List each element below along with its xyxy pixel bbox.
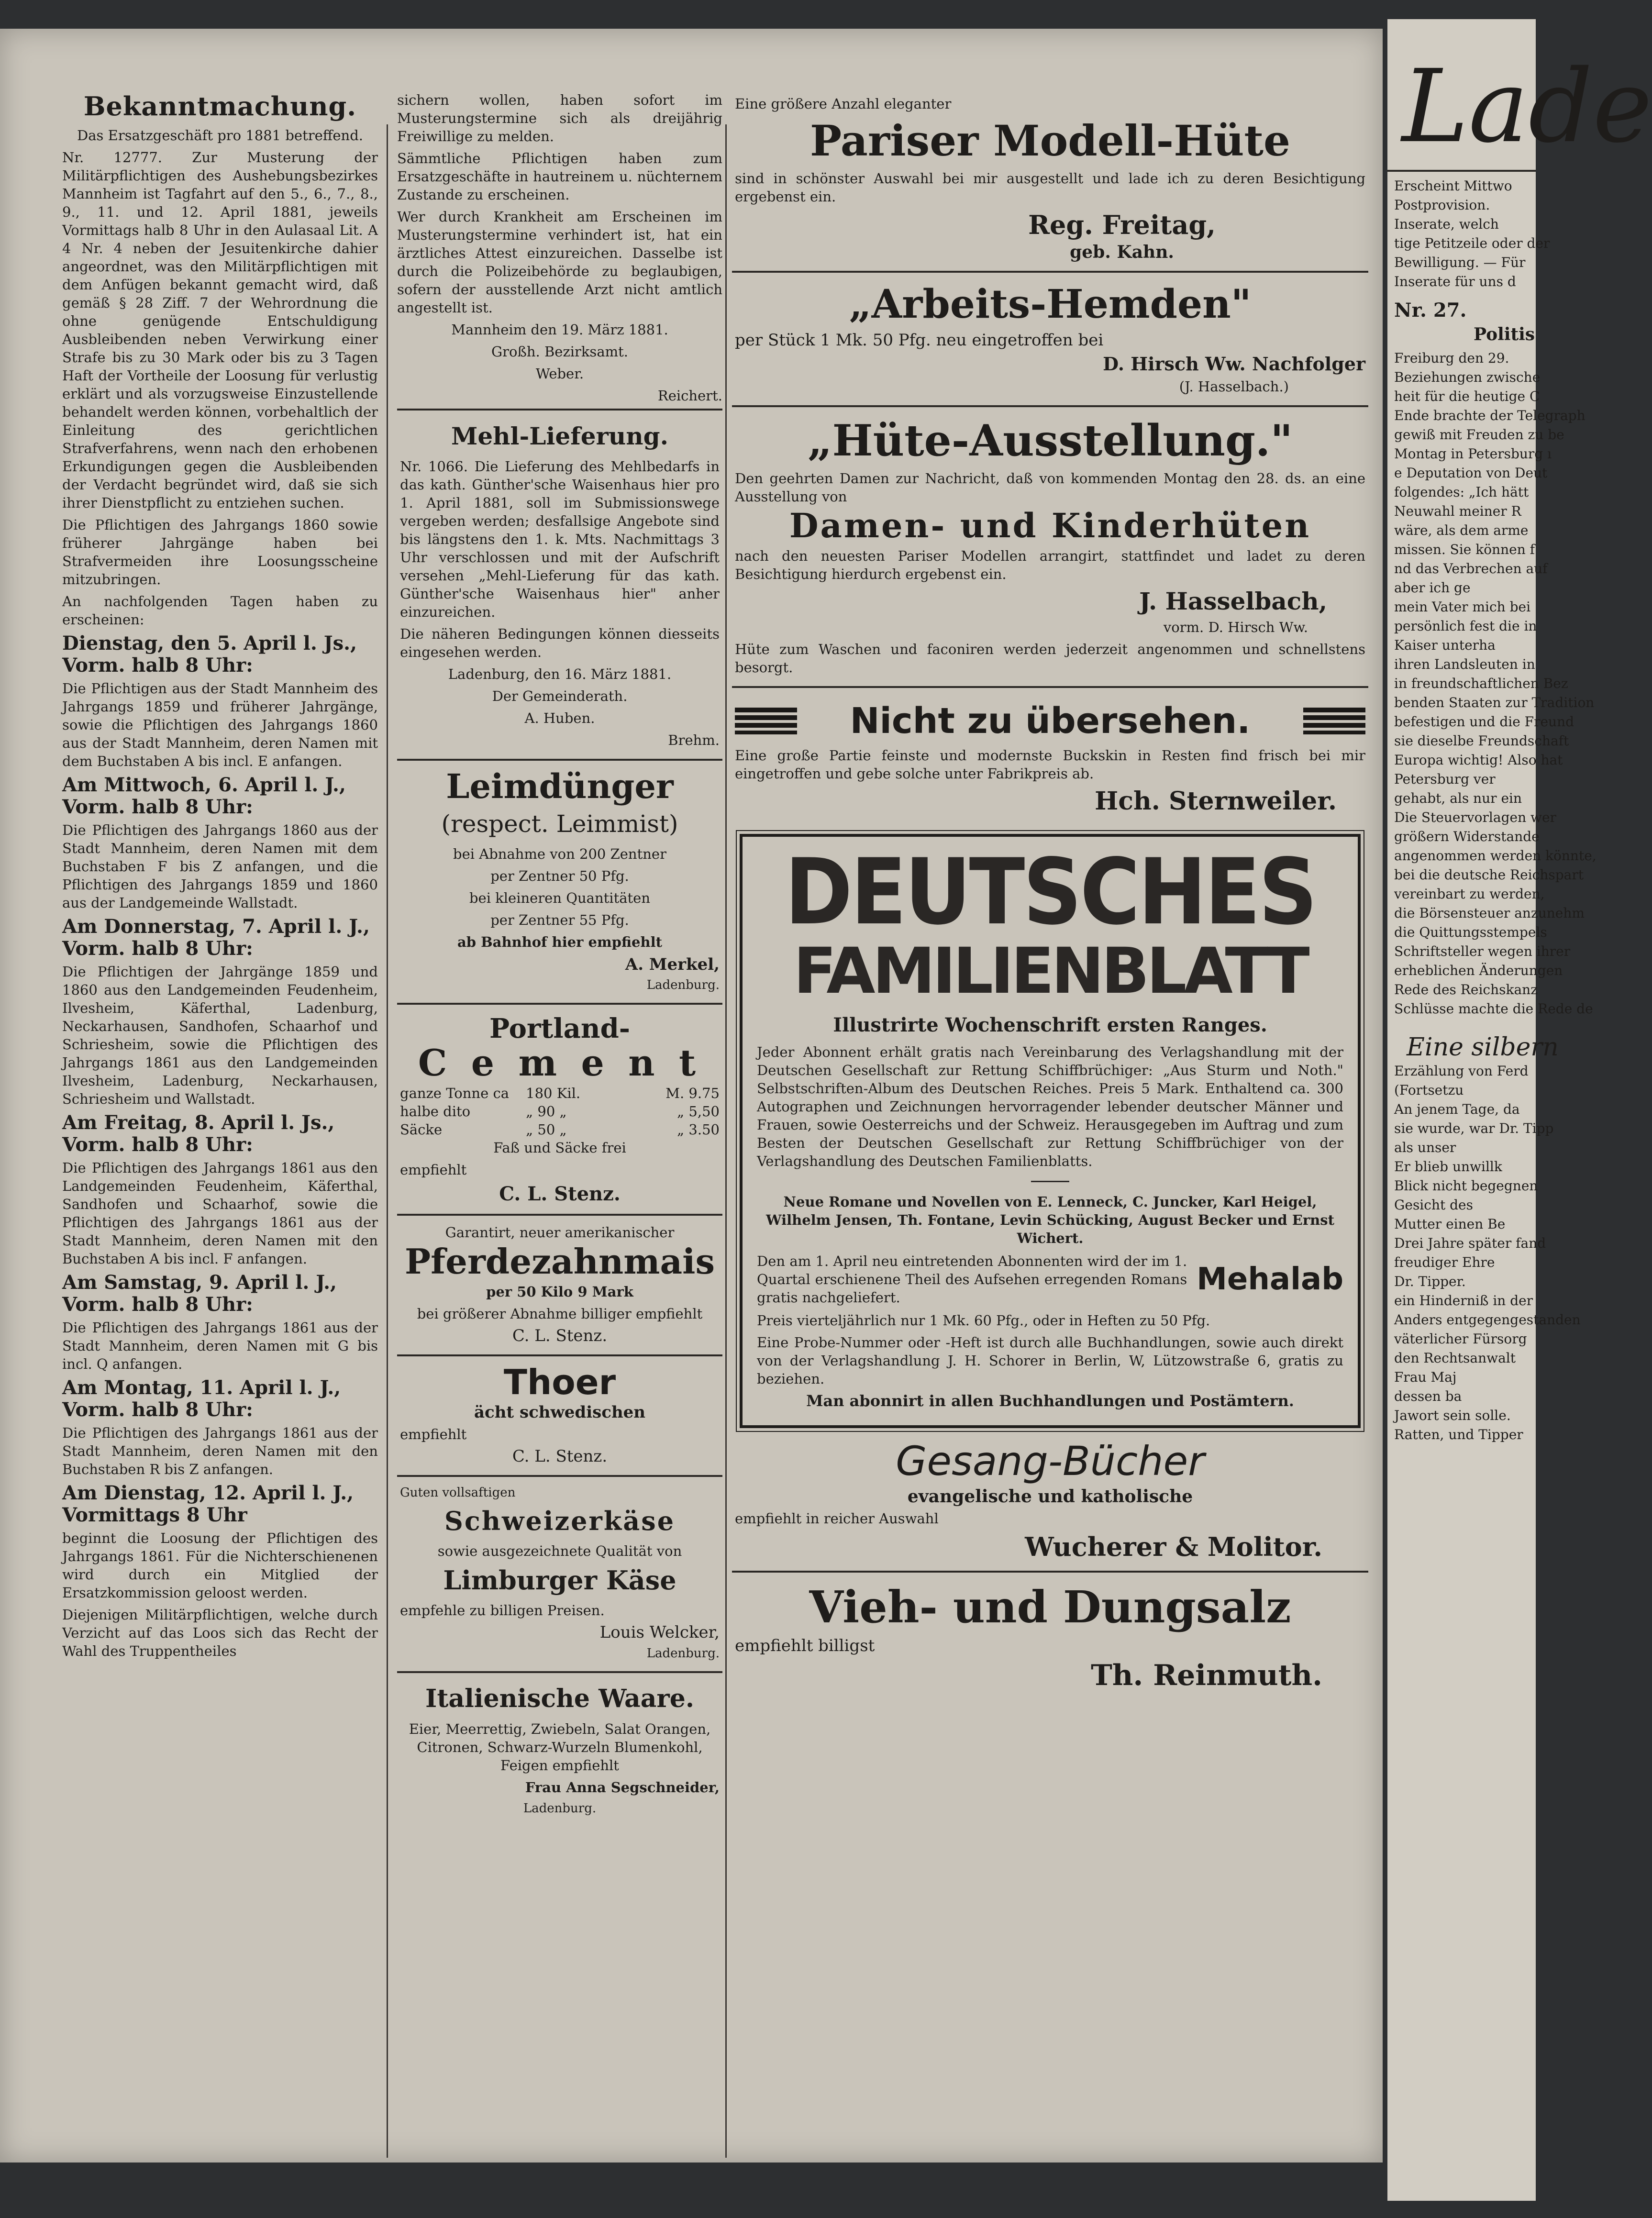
ad-line: bei größerer Abnahme billiger empfiehlt xyxy=(417,1306,703,1322)
ad-text: Hüte zum Waschen und faconiren werden jederzeit angenommen und schnellstens besorgt. xyxy=(735,641,1365,676)
ad-title: Pariser Modell-Hüte xyxy=(810,116,1290,166)
ad-line: ächt schwedischen xyxy=(474,1403,646,1422)
next-page-line: die Börsensteuer anzunehm xyxy=(1394,905,1585,921)
next-page-line: ihren Landsleuten in xyxy=(1394,656,1535,672)
ad-title: C e m e n t xyxy=(418,1042,702,1084)
schedule-day-text: Die Pflichtigen des Jahrgangs 1861 aus den Landgemeinden Feudenheim, Käferthal, Sandhofen und Schaarhof, sowie die Pflichtigen des Jahrgangs 1861 aus der Stadt Mannheim, deren Namen mit den Buchstaben A bis incl. F anfangen. xyxy=(62,1160,378,1267)
ad-line: Eine größere Anzahl eleganter xyxy=(735,96,952,112)
ad-line: Guten vollsaftigen xyxy=(400,1486,516,1500)
schedule-day-text: Die Pflichtigen der Jahrgänge 1859 und 1860 aus den Landgemeinden Feudenheim, Ilvesheim, Käferthal, Ladenburg, Neckarhausen, Sandhofen, Schaarhof und Schriesheim, sowie die Pflichtigen des Jahrgangs 1861 aus den Landgemeinden Ilvesheim, Ladenburg, Neckarhausen, Schriesheim und Wallstadt. xyxy=(62,964,378,1107)
next-page-line: Eine silbern xyxy=(1407,1033,1559,1062)
ad-pferdezahnmais xyxy=(397,1214,722,1354)
ad-text: Den geehrten Damen zur Nachricht, daß von kommenden Montag den 28. ds. an eine Ausstellung von xyxy=(735,470,1365,505)
price-cell: „ 5,50 xyxy=(677,1103,720,1120)
price-cell: halbe dito xyxy=(400,1103,471,1120)
ad-portland-cement xyxy=(397,1003,722,1214)
newspaper-page xyxy=(0,29,1383,2163)
ad-signature: A. Merkel, xyxy=(625,955,720,974)
ad-leimduenger xyxy=(397,759,722,1003)
next-page-line: folgendes: „Ich hätt xyxy=(1394,484,1529,500)
notice-paragraph: Die Pflichtigen des Jahrgangs 1860 sowie früherer Jahrgänge haben bei Strafvermeiden ihre Loosungsscheine mitzubringen. xyxy=(62,517,378,588)
ad-text: nach den neuesten Pariser Modellen arrangirt, stattfindet und ladet zu deren Besichtigung hierdurch ergebenst ein. xyxy=(735,548,1365,582)
notice-office: Großh. Bezirksamt. xyxy=(491,344,628,360)
next-page-line: größern Widerstande xyxy=(1394,829,1540,844)
ad-mehl-lieferung xyxy=(397,409,722,759)
ad-line: per 50 Kilo 9 Mark xyxy=(486,1284,633,1300)
ad-signature: Th. Reinmuth. xyxy=(1091,1659,1322,1692)
familienblatt-title-line2: FAMILIENBLATT xyxy=(793,934,1307,1008)
next-page-line: Ratten, und Tipper xyxy=(1394,1427,1523,1442)
familienblatt-text: Man abonnirt in allen Buchhandlungen und Postämtern. xyxy=(806,1392,1294,1410)
next-page-line: Anders entgegengestanden xyxy=(1394,1312,1581,1328)
next-page-line: Jawort sein solle. xyxy=(1394,1408,1511,1423)
ad-signature: Louis Welcker, xyxy=(599,1623,720,1642)
notice-date: Mannheim den 19. März 1881. xyxy=(451,322,668,338)
ad-title: „Hüte-Ausstellung." xyxy=(807,415,1293,466)
next-page-line: An jenem Tage, da xyxy=(1394,1101,1520,1117)
familienblatt-text: Neue Romane und Novellen von E. Lenneck, C. Juncker, Karl Heigel, Wilhelm Jensen, Th. Fontane, Levin Schücking, August Becker und Ernst Wichert. xyxy=(766,1194,1334,1246)
next-page-line: freudiger Ehre xyxy=(1394,1254,1495,1270)
ad-place: Ladenburg. xyxy=(646,978,720,992)
ad-title: Leimdünger xyxy=(446,766,674,806)
schedule-day-heading: Am Donnerstag, 7. April l. J., Vorm. halb 8 Uhr: xyxy=(62,915,370,960)
next-page-line: Europa wichtig! Also hat xyxy=(1394,752,1563,768)
ad-signature: C. L. Stenz. xyxy=(512,1326,608,1345)
next-page-line: benden Staaten zur Tradition xyxy=(1394,695,1595,710)
next-page-line: mein Vater mich bei xyxy=(1394,599,1531,615)
next-page-line: heit für die heutige C xyxy=(1394,388,1540,404)
notice-clerk: Reichert. xyxy=(657,388,722,404)
next-page-line: Politis xyxy=(1474,324,1535,344)
next-page-line: sie dieselbe Freundschaft xyxy=(1394,733,1569,749)
column-ads-right xyxy=(732,91,1368,1701)
next-page-line: gewiß mit Freuden zu be xyxy=(1394,427,1564,443)
next-page-line: die Quittungsstempels xyxy=(1394,924,1547,940)
next-page-line: in freundschaftlichen Bez xyxy=(1394,676,1568,691)
next-page-line: Erzählung von Ferd xyxy=(1394,1063,1529,1079)
next-page-line: Montag in Petersburg ı xyxy=(1394,446,1552,462)
ad-italienische-waare xyxy=(397,1671,722,1826)
ad-signature: A. Huben. xyxy=(524,710,595,726)
familienblatt-title-line1: DEUTSCHES xyxy=(785,839,1316,945)
schedule-day-heading: Am Samstag, 9. April l. J., Vorm. halb 8 Uhr: xyxy=(62,1271,337,1316)
ad-title: Mehl-Lieferung. xyxy=(451,422,668,450)
ad-text: per Stück 1 Mk. 50 Pfg. neu eingetroffen bei xyxy=(735,331,1104,350)
next-page-line: dessen ba xyxy=(1394,1388,1462,1404)
schedule-day-heading: Am Dienstag, 12. April l. J., Vormittags 8 Uhr xyxy=(62,1482,354,1526)
ad-line: empfiehlt xyxy=(400,1426,467,1442)
next-page-line: Inserate für uns d xyxy=(1394,274,1516,289)
ad-title: Schweizerkäse xyxy=(444,1506,676,1536)
familienblatt-text: Den am 1. April neu eintretenden Abonnenten wird der im 1. Quartal erschienene Theil des Aufsehen erregenden Romans gratis nachgeliefert. xyxy=(757,1253,1187,1306)
next-page-line: Schriftsteller wegen ihrer xyxy=(1394,943,1571,959)
next-page-line: Neuwahl meiner R xyxy=(1394,503,1521,519)
ad-title: Nicht zu übersehen. xyxy=(850,700,1251,742)
ad-signature: geb. Kahn. xyxy=(1070,242,1174,262)
notice-paragraph: Diejenigen Militärpflichtigen, welche durch Verzicht auf das Loos sich das Recht der Wahl des Truppentheiles xyxy=(62,1607,378,1659)
masthead-title: Lade xyxy=(1402,48,1652,165)
price-table xyxy=(400,1084,720,1139)
ad-subtitle: (respect. Leimmist) xyxy=(441,810,678,838)
next-page-line: Dr. Tipper. xyxy=(1394,1274,1466,1289)
schedule-day-text: Die Pflichtigen des Jahrgangs 1860 aus der Stadt Mannheim, deren Namen mit dem Buchstaben F bis Z anfangen, und die Pflichtigen des Jahrgangs 1859 und 1860 aus der Landgemeinde Wallstadt. xyxy=(62,822,378,911)
next-page-line: Bewilligung. — Für xyxy=(1394,255,1526,270)
ad-arbeits-hemden xyxy=(732,271,1368,405)
next-page-text xyxy=(1387,177,1597,1444)
ad-line: empfiehlt billigst xyxy=(735,1636,875,1655)
familienblatt-text: Eine Probe-Nummer oder -Heft ist durch alle Buchhandlungen, sowie auch direkt von der Verlagshandlung J. H. Schorer in Berlin, W, Lützowstraße 6, gratis zu beziehen. xyxy=(757,1334,1343,1387)
ad-signature: Brehm. xyxy=(668,732,720,748)
next-page-line: erheblichen Änderungen xyxy=(1394,963,1563,978)
price-cell: M. 9.75 xyxy=(665,1085,720,1101)
ad-line: empfiehlt in reicher Auswahl xyxy=(735,1510,939,1527)
notice-continuation: Wer durch Krankheit am Erscheinen im Musterungstermine verhindert ist, hat ein ärztliches Attest einzureichen. Dasselbe ist durch die Polizeibehörde zu beglaubigen, sofern der ausstellende Arzt nicht amtlich angestellt ist. xyxy=(397,209,722,316)
next-page-line: befestigen und die Freund xyxy=(1394,714,1574,730)
ad-date: Ladenburg, den 16. März 1881. xyxy=(448,666,672,682)
notice-continuation: Sämmtliche Pflichtigen haben zum Ersatzgeschäfte in hautreinem u. nüchternem Zustande zu erscheinen. xyxy=(397,150,722,203)
next-page-line: den Rechtsanwalt xyxy=(1394,1350,1516,1366)
next-page-line: Frau Maj xyxy=(1394,1369,1457,1385)
next-page-line: persönlich fest die in xyxy=(1394,618,1537,634)
next-page-line: Nr. 27. xyxy=(1394,299,1467,322)
notice-paragraph: Nr. 12777. Zur Musterung der Militärpflichtigen des Aushebungsbezirkes Mannheim ist Tagfahrt auf den 5., 6., 7., 8., 9., 11. und 12. April 1881, jeweils Vormittags halb 8 Uhr in den Aulasaal Lit. A 4 Nr. 4 neben der Jesuitenkirche dahier angeordnet, was den Militärpflichtigen mit dem Anfügen bekannt gemacht wird, daß gemäß § 28 Ziff. 7 der Wehrordnung die ohne genügende Entschuldigung Ausbleibenden neben Verwirkung einer Strafe bis zu 30 Mark oder bis zu 3 Tagen Haft der Vortheile der Loosung für verlustig erklärt und als vorzugsweise Einzustellende behandelt werden können, vorbehaltlich der Einleitung des gerichtlichen Strafverfahrens, wenn nach den erhobenen Erkundigungen gegen die Ausbleibenden der Verdacht begründet wird, daß sie sich ihrer Dienstpflicht zu entziehen suchen. xyxy=(62,149,378,511)
notice-paragraph: An nachfolgenden Tagen haben zu erscheinen: xyxy=(62,593,378,628)
next-page-line: bei die deutsche Reichspart xyxy=(1394,867,1584,883)
notice-continuation: sichern wollen, haben sofort im Musterungstermine sich als dreijährig Freiwillige zu melden. xyxy=(397,92,722,144)
schedule-day-heading: Am Freitag, 8. April l. Js., Vorm. halb 8 Uhr: xyxy=(62,1111,335,1156)
next-page-line: Kaiser unterha xyxy=(1394,637,1496,653)
ad-title: Italienische Waare. xyxy=(425,1684,694,1713)
ad-title: Gesang-Bücher xyxy=(896,1438,1205,1485)
ad-line: sowie ausgezeichnete Qualität von xyxy=(437,1543,682,1559)
ad-line: Faß und Säcke frei xyxy=(493,1140,626,1156)
ad-line: evangelische und katholische xyxy=(907,1486,1193,1507)
ad-deutsches-familienblatt xyxy=(740,834,1361,1428)
divider xyxy=(1031,1181,1069,1182)
notice-title: Bekanntmachung. xyxy=(83,91,357,122)
schedule-day-heading: Dienstag, den 5. April l. Js., Vorm. halb 8 Uhr: xyxy=(62,632,357,676)
ad-huete-ausstellung xyxy=(732,405,1368,686)
ad-signature: vorm. D. Hirsch Ww. xyxy=(1163,619,1308,635)
next-page-line: Rede des Reichskanz xyxy=(1394,982,1538,998)
price-cell: 180 Kil. xyxy=(526,1085,581,1101)
next-page-line: Postprovision. xyxy=(1394,197,1490,213)
next-page-line: Drei Jahre später fand xyxy=(1394,1235,1546,1251)
nz-header xyxy=(735,700,1365,742)
next-page-line: missen. Sie können f xyxy=(1394,542,1535,557)
next-page-line: nd das Verbrechen auf xyxy=(1394,561,1548,577)
ad-signature: D. Hirsch Ww. Nachfolger xyxy=(1103,353,1365,375)
next-page-line: als unser xyxy=(1394,1140,1456,1155)
ad-line: empfehle zu billigen Preisen. xyxy=(400,1602,605,1619)
price-cell: ganze Tonne ca xyxy=(400,1085,510,1101)
price-cell: „ 3.50 xyxy=(677,1121,720,1138)
next-page-line: gehabt, als nur ein xyxy=(1394,790,1522,806)
schedule-day-heading: Am Montag, 11. April l. J., Vorm. halb 8 Uhr: xyxy=(62,1376,341,1421)
next-page-line: Mutter einen Be xyxy=(1394,1216,1506,1232)
next-page-line: Er blieb unwillk xyxy=(1394,1159,1502,1175)
column-notice xyxy=(62,91,378,1664)
schedule-day-text: beginnt die Loosung der Pflichtigen des Jahrgangs 1861. Für die Nichterschienenen wird durch ein Mitglied der Ersatzkommission geloost werden. xyxy=(62,1530,378,1601)
familienblatt-subtitle: Illustrirte Wochenschrift ersten Ranges. xyxy=(833,1014,1267,1036)
ad-title: Pferdezahnmais xyxy=(405,1241,715,1282)
ad-text: Die näheren Bedingungen können diesseits eingesehen werden. xyxy=(400,626,720,660)
ad-place: Ladenburg. xyxy=(523,1801,597,1816)
ad-title: Limburger Käse xyxy=(443,1565,676,1596)
schedule-day-heading: Am Mittwoch, 6. April l. J., Vorm. halb 8 Uhr: xyxy=(62,774,346,818)
ad-text: sind in schönster Auswahl bei mir ausgestellt und lade ich zu deren Besichtigung ergebenst ein. xyxy=(735,170,1365,205)
next-page-line: Inserate, welch xyxy=(1394,216,1499,232)
next-page-line: Petersburg ver xyxy=(1394,771,1496,787)
familienblatt-text: Jeder Abonnent erhält gratis nach Vereinbarung des Verlagshandlung mit der Deutschen Gesellschaft zur Rettung Schiffbrüchiger: „Aus Sturm und Noth." Selbstschriften-Album des Deutschen Reiches. Preis 5 Mark. Enthaltend ca. 300 Autographen und Zeichnungen hervorragender lebender deutscher Männer und Frauen, sowie Oesterreichs und der Schweiz. Herausgegeben im Auftrag und zum Besten der Deutschen Gesellschaft zur Rettung Schiffbrüchiger von der Verlagshandlung des Deutschen Familienblatts. xyxy=(757,1044,1343,1169)
next-page-line: Freiburg den 29. xyxy=(1394,350,1509,366)
price-cell: Säcke xyxy=(400,1121,443,1138)
next-page-line: väterlicher Fürsorg xyxy=(1394,1331,1527,1347)
next-page-line: tige Petitzeile oder der xyxy=(1394,235,1550,251)
ad-text: Eier, Meerrettig, Zwiebeln, Salat Orangen, Citronen, Schwarz-Wurzeln Blumenkohl, Feigen empfiehlt xyxy=(409,1721,711,1774)
notice-official: Weber. xyxy=(535,366,584,382)
next-page-line: aber ich ge xyxy=(1394,580,1471,596)
next-page-line: Die Steuervorlagen wer xyxy=(1394,810,1556,825)
ad-line: bei Abnahme von 200 Zentner xyxy=(453,846,666,862)
ad-text: Nr. 1066. Die Lieferung des Mehlbedarfs in das kath. Günther'sche Waisenhaus hier pro 1. April 1881, soll im Submissionswege vergeben werden; desfallsige Angebote sind bis längstens den 1. k. Mts. Nachmittags 3 Uhr verschlossen und mit der Aufschrift versehen „Mehl-Lieferung für das kath. Günther'sche Waisenhaus hier" anher einzureichen. xyxy=(400,458,720,620)
ad-signature: C. L. Stenz. xyxy=(499,1183,621,1205)
ad-line: per Zentner 50 Pfg. xyxy=(490,868,629,884)
ad-council: Der Gemeinderath. xyxy=(492,688,628,704)
next-page-line: Blick nicht begegnen xyxy=(1394,1178,1538,1194)
next-page-line: e Deputation von Deut xyxy=(1394,465,1548,481)
column-divider xyxy=(387,124,388,2158)
ad-signature: J. Hasselbach, xyxy=(1139,587,1327,615)
ad-nicht-zu-uebersehen xyxy=(732,686,1368,824)
next-page-line: Erscheint Mittwo xyxy=(1394,178,1512,194)
ad-signature: Frau Anna Segschneider, xyxy=(525,1779,720,1796)
ad-place: Ladenburg. xyxy=(646,1646,720,1661)
ad-line: per Zentner 55 Pfg. xyxy=(490,912,629,928)
decorative-bars-icon xyxy=(1303,708,1365,734)
next-page-line: vereinbart zu werden, xyxy=(1394,886,1545,902)
column-ads-left xyxy=(397,91,722,1826)
familienblatt-text: Preis vierteljährlich nur 1 Mk. 60 Pfg., oder in Heften zu 50 Pfg. xyxy=(757,1312,1210,1329)
mehalab-title: Mehalab xyxy=(1197,1262,1343,1297)
divider xyxy=(1387,170,1536,172)
next-page-line: Beziehungen zwische xyxy=(1394,369,1541,385)
next-page-edge xyxy=(1387,19,1652,2201)
notice-subtitle: Das Ersatzgeschäft pro 1881 betreffend. xyxy=(77,127,363,144)
ad-gesang-buecher xyxy=(732,1438,1368,1571)
next-page-line: sie wurde, war Dr. Tipp xyxy=(1394,1120,1554,1136)
decorative-bars-icon xyxy=(735,708,797,734)
next-page-line: Ende brachte der Telegraph xyxy=(1394,408,1585,423)
ad-signature: C. L. Stenz. xyxy=(512,1447,608,1466)
next-page-line: ein Hinderniß in der xyxy=(1394,1293,1533,1309)
next-page-line: Gesicht des xyxy=(1394,1197,1473,1213)
ad-vieh-dungsalz xyxy=(732,1571,1368,1701)
price-cell: „ 90 „ xyxy=(526,1103,567,1120)
ad-line: ab Bahnhof hier empfiehlt xyxy=(457,934,662,950)
price-cell: „ 50 „ xyxy=(526,1121,567,1138)
ad-line: empfiehlt xyxy=(400,1162,467,1178)
next-page-line: angenommen werden könnte, xyxy=(1394,848,1597,864)
ad-signature: Hch. Sternweiler. xyxy=(1095,787,1337,816)
ad-line: Garantirt, neuer amerikanischer xyxy=(445,1224,675,1241)
ad-line: bei kleineren Quantitäten xyxy=(469,890,651,906)
schedule-day-text: Die Pflichtigen aus der Stadt Mannheim des Jahrgangs 1859 und früherer Jahrgänge, sowie die Pflichtigen des Jahrgangs 1860 aus der Stadt Mannheim, deren Namen mit dem Buchstaben A bis incl. E anfangen. xyxy=(62,680,378,769)
next-page-line: wäre, als dem arme xyxy=(1394,522,1529,538)
schedule-day-text: Die Pflichtigen des Jahrgangs 1861 aus der Stadt Mannheim, deren Namen mit G bis incl. Q anfangen. xyxy=(62,1320,378,1372)
ad-title: „Arbeits-Hemden" xyxy=(849,281,1252,327)
ad-thoer xyxy=(397,1354,722,1475)
ad-signature: Reg. Freitag, xyxy=(1028,210,1216,240)
ad-signature: Wucherer & Molitor. xyxy=(1025,1531,1322,1562)
next-page-line: (Fortsetzu xyxy=(1394,1082,1464,1098)
ad-title: Damen- und Kinderhüten xyxy=(789,506,1311,545)
column-divider xyxy=(725,124,727,2158)
schedule-day-text: Die Pflichtigen des Jahrgangs 1861 aus der Stadt Mannheim, deren Namen mit den Buchstaben R bis Z anfangen. xyxy=(62,1425,378,1477)
ad-title: Portland- xyxy=(489,1013,630,1044)
mehalab-row xyxy=(757,1252,1343,1307)
ad-signature: (J. Hasselbach.) xyxy=(1179,378,1289,395)
ad-schweizerkaese xyxy=(397,1475,722,1671)
ad-title: Vieh- und Dungsalz xyxy=(809,1581,1291,1633)
ad-modell-huete xyxy=(732,91,1368,271)
ad-title: Thoer xyxy=(503,1362,616,1402)
next-page-line: Schlüsse machte die Rede de xyxy=(1394,1001,1593,1017)
ad-text: Eine große Partie feinste und modernste Buckskin in Resten find frisch bei mir eingetroffen und gebe solche unter Fabrikpreis ab. xyxy=(735,747,1365,782)
